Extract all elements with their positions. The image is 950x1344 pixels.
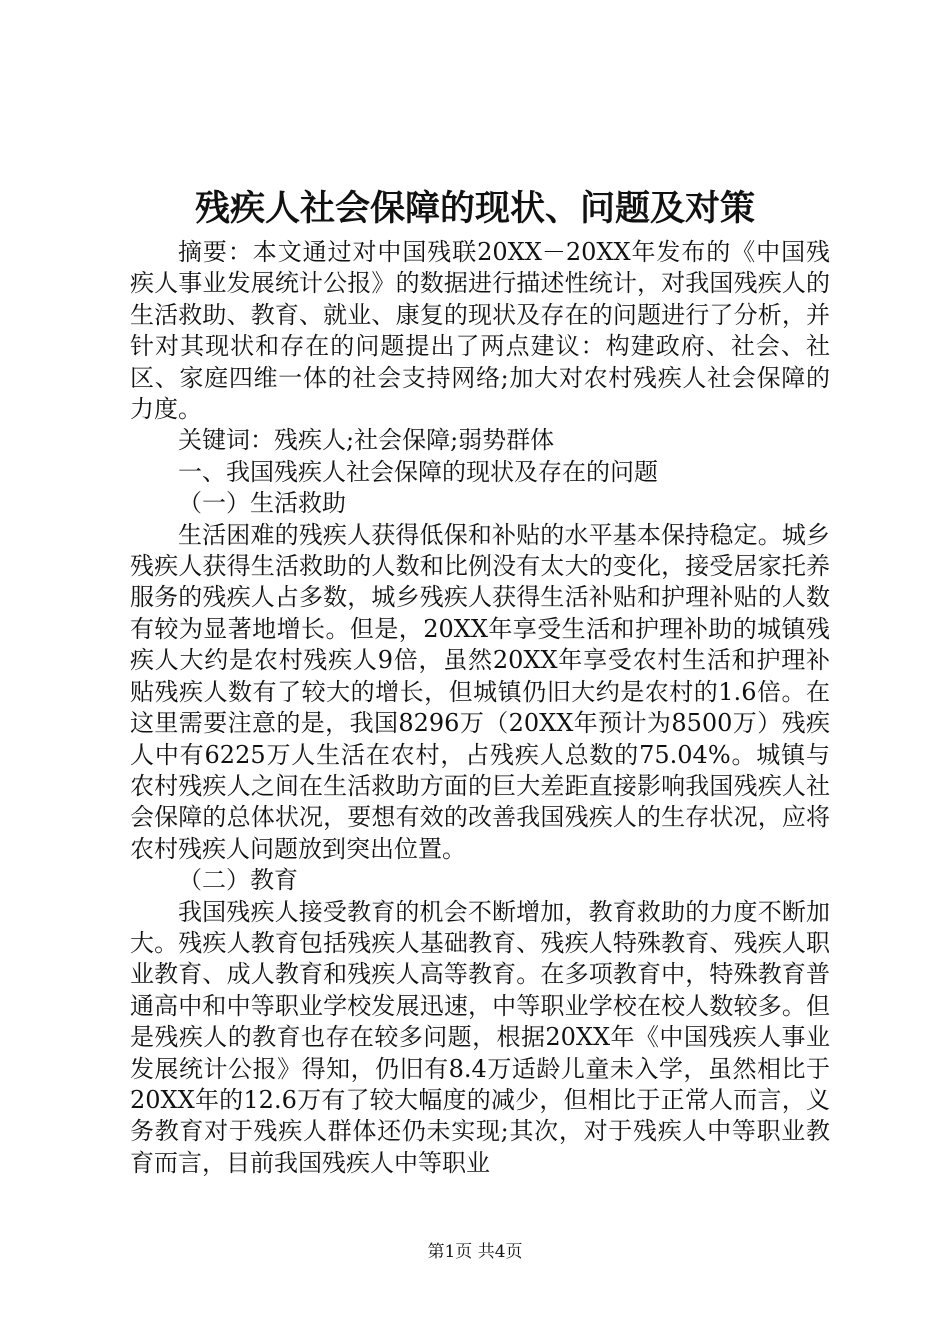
education-paragraph: 我国残疾人接受教育的机会不断增加，教育救助的力度不断加大。残疾人教育包括残疾人基础教育、残疾人特殊教育、残疾人职业教育、成人教育和残疾人高等教育。在多项教育中，特殊教育普通高中和中等职业学校发展迅速，中等职业学校在校人数较多。但是残疾人的教育也存在较多问题，根据20XX年《中国残疾人事业发展统计公报》得知，仍旧有8.4万适龄儿童未入学，虽然相比于20XX年的12.6万有了较大幅度的减少，但相比于正常人而言，义务教育对于残疾人群体还仍未实现;其次，对于残疾人中等职业教育而言，目前我国残疾人中等职业	[130, 897, 830, 1177]
keywords-line: 关键词：残疾人;社会保障;弱势群体	[178, 426, 555, 455]
document-body	[130, 237, 830, 1179]
subsection-heading-living-assistance: （一）生活救助	[178, 489, 346, 518]
section-heading-1: 一、我国残疾人社会保障的现状及存在的问题	[178, 457, 658, 486]
document-title: 残疾人社会保障的现状、问题及对策	[194, 188, 755, 229]
page-footer: 第1页 共4页	[427, 1242, 523, 1262]
subsection-heading-education: （二）教育	[178, 866, 298, 895]
abstract-paragraph: 摘要：本文通过对中国残联20XX－20XX年发布的《中国残疾人事业发展统计公报》的数据进行描述性统计，对我国残疾人的生活救助、教育、就业、康复的现状及存在的问题进行了分析，并针对其现状和存在的问题提出了两点建议：构建政府、社会、社区、家庭四维一体的社会支持网络;加大对农村残疾人社会保障的力度。	[130, 238, 830, 424]
living-assistance-paragraph: 生活困难的残疾人获得低保和补贴的水平基本保持稳定。城乡残疾人获得生活救助的人数和比例没有太大的变化，接受居家托养服务的残疾人占多数，城乡残疾人获得生活补贴和护理补贴的人数有较为显著地增长。但是，20XX年享受生活和护理补助的城镇残疾人大约是农村残疾人9倍，虽然20XX年享受农村生活和护理补贴残疾人数有了较大的增长，但城镇仍旧大约是农村的1.6倍。在这里需要注意的是，我国8296万（20XX年预计为8500万）残疾人中有6225万人生活在农村，占残疾人总数的75.04%。城镇与农村残疾人之间在生活救助方面的巨大差距直接影响我国残疾人社会保障的总体状况，要想有效的改善我国残疾人的生存状况，应将农村残疾人问题放到突出位置。	[130, 520, 830, 863]
